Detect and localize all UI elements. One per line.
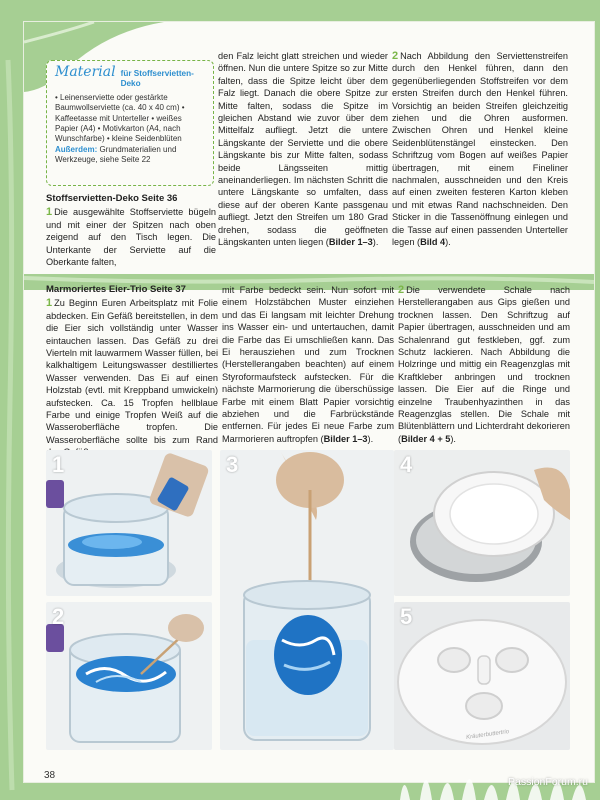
page-number: 38 bbox=[44, 770, 56, 781]
top-section-title: Stoffservietten-Deko Seite 36 bbox=[46, 193, 178, 204]
bottom-col-2 bbox=[222, 284, 394, 445]
top-col-2-end: ). bbox=[372, 237, 379, 248]
bottom-col-2-text: mit Farbe bedeckt sein. Nun sofort mit einem Holzstäbchen Muster einziehen und das Ei langsam mit leichter Drehung ins Wasser ein- und untertauchen, damit die Farbe das Ei umschließen kann. Das Ei herausziehen und zum Trocknen (Herstellerangaben beachten) auf einem Styroformaufsteck aufstecken. Für die nächste Marmorierung die überschüssige Farbe mit einem Blatt Papier vorsichtig abziehen und die Farbrückstände entfernen. Für jedes Ei neue Farbe zum Marmorieren auftropfen ( bbox=[222, 285, 394, 444]
material-subtitle: für Stoffservietten-Deko bbox=[120, 69, 194, 89]
top-step-2-number: 2 bbox=[392, 50, 399, 62]
bottom-col-3 bbox=[398, 284, 570, 445]
top-step-1 bbox=[46, 206, 216, 268]
photo-1-image bbox=[46, 450, 212, 596]
photo-3-number: 3 bbox=[226, 452, 239, 477]
photo-2-image bbox=[46, 602, 212, 750]
bottom-step-1-number: 1 bbox=[46, 297, 53, 310]
material-extra-label: Außerdem: bbox=[55, 144, 98, 154]
bottom-col-2-paragraph bbox=[222, 284, 394, 445]
photo-1 bbox=[46, 450, 212, 596]
top-step-1-number: 1 bbox=[46, 206, 53, 219]
bottom-col-3-ref: Bilder 4 + 5 bbox=[401, 433, 451, 444]
bottom-step-1-text: Zu Beginn Euren Arbeitsplatz mit Folie abdecken. Ein Gefäß bereitstellen, in dem die Eier sich vollständig unter Wasser eintauchen lassen. Das Gefäß zu drei Vierteln mit lauwarmem Wasser füllen, bei kalkhaltigem Leitungswasser destilliertes Wasser verwenden. Das Ei auf einen Holzstab (evtl. mit Kreppband umwickeln) aufstecken. Ca. 15 Tropfen hellblaue Farbe und einige Tropfen Weiß auf die Wasseroberfläche tropfen. Die Wasseroberfläche sollte bis zum Rand bbox=[46, 298, 218, 445]
bottom-step-1 bbox=[46, 297, 218, 458]
material-list: • Leinenserviette oder gestärkte Baumwollserviette (ca. 40 x 40 cm) • Kaffeetasse mit Unterteller • weißes Papier (A4) • Motivkarton (A4, nach Wunschfarbe) • kleine Seidenblüten bbox=[55, 92, 185, 144]
material-extra bbox=[55, 145, 205, 166]
top-col-2-ref: Bilder 1–3 bbox=[328, 237, 373, 248]
photo-1-number: 1 bbox=[52, 452, 65, 477]
bottom-col-3-end: ). bbox=[450, 433, 456, 444]
photo-3 bbox=[220, 450, 394, 750]
photo-2-number: 2 bbox=[52, 604, 65, 629]
top-step-1-text: Die ausgewählte Stoffserviette bügeln und mit einer der Spitzen nach oben zeigend auf den Tisch legen. Die Unterkante der Serviette auf die Oberkante falten, bbox=[46, 207, 216, 268]
watermark: PassionForum.ru bbox=[508, 776, 588, 788]
magazine-page bbox=[24, 22, 594, 782]
photo-4-number: 4 bbox=[400, 452, 413, 477]
top-col-2 bbox=[218, 50, 388, 249]
bottom-step-2 bbox=[398, 284, 570, 445]
material-header bbox=[55, 64, 205, 90]
photo-5-number: 5 bbox=[400, 604, 413, 629]
leaf-decor bbox=[380, 730, 600, 800]
top-col-2-text: den Falz leicht glatt streichen und wieder öffnen. Nun die untere Spitze so zur Mitte falten, dass die Spitze leicht über dem Falz liegt. Danach die obere Spitze zur Mitte falten, sodass die Spitze im gleichen Abstand wie zuvor über dem Mittelfalz aufliegt. Jetzt die untere Längskante der Serviette und die obere Längskante bis zur Mitte falten, sodass beide Längsseiten mittig aneinanderliegen. Im nächsten Schritt die untere Längskante so umfalten, dass diese auf der oberen Kante passgenau aufliegt. Jetzt den Streifen um 180 Grad drehen, sodass die geöffneten Längskanten unten liegen ( bbox=[218, 51, 388, 248]
material-box bbox=[46, 60, 214, 186]
material-extra-text: Grundmaterialien und Werkzeuge, siehe Seite 22 bbox=[55, 144, 177, 165]
top-col-1 bbox=[46, 193, 216, 268]
top-step-2 bbox=[392, 50, 568, 249]
photo-5-image bbox=[394, 602, 570, 750]
top-col-3-ref: Bild 4 bbox=[420, 237, 446, 248]
photo-5 bbox=[394, 602, 570, 750]
bottom-col-2-ref: Bilder 1–3 bbox=[323, 433, 368, 444]
photo-2 bbox=[46, 602, 212, 750]
bottom-col-1 bbox=[46, 284, 218, 459]
top-col-3 bbox=[392, 50, 568, 249]
top-col-2-paragraph bbox=[218, 50, 388, 249]
top-step-2-text: Nach Abbildung den Serviettenstreifen durch den Henkel führen, dann den gegenüberliegenden Stoffstreifen vor dem ersten Streifen durch den Henkel führen. Vorsichtig an beiden Streifen gleichzeitig ziehen und die Ohren ausformen. Zwischen Ohren und Henkel kleine Seidenblütenstängel einstecken. Den Schriftzug vom Bogen auf weißes Papier übertragen, mit einem Fineliner nachmalen, ausschneiden und den Kreis auf einen zweiten festeren Karton kleben und mit etwas Rand nachschneiden. Den Sticker in die Tassenöffnung einlegen und die Tasse auf einen passenden Unterteller legen ( bbox=[392, 51, 568, 248]
photo-4-image bbox=[394, 450, 570, 596]
material-title: Material bbox=[55, 64, 116, 80]
left-decor-strip bbox=[0, 0, 24, 800]
photo-4 bbox=[394, 450, 570, 596]
top-col-3-end: ). bbox=[445, 237, 451, 248]
photo-5-plate-label: Kräuterbuttertrio bbox=[465, 729, 510, 741]
bottom-col-2-end: ). bbox=[367, 433, 374, 444]
bottom-step-2-number: 2 bbox=[398, 284, 405, 296]
photo-3-image bbox=[220, 450, 394, 750]
bottom-section-title: Marmoriertes Eier-Trio Seite 37 bbox=[46, 284, 186, 295]
bottom-step-2-text: Die verwendete Schale nach Herstellerangaben aus Gips gießen und trocknen lassen. Den Schriftzug auf Papier übertragen, ausschneiden und am Schalenrand gut festkleben, ggf. zum Schutz lackieren. Nach Abbildung die Holzringe und mittig ein Reagenzglas mit Kraftkleber anbringen und trocknen lassen. Die Eier auf die Ringe und einzelne Traubenhyazinthen in das Reagenzglas stellen. Die Schale mit Blütenblättern und Lichterdraht dekorieren ( bbox=[398, 285, 570, 444]
